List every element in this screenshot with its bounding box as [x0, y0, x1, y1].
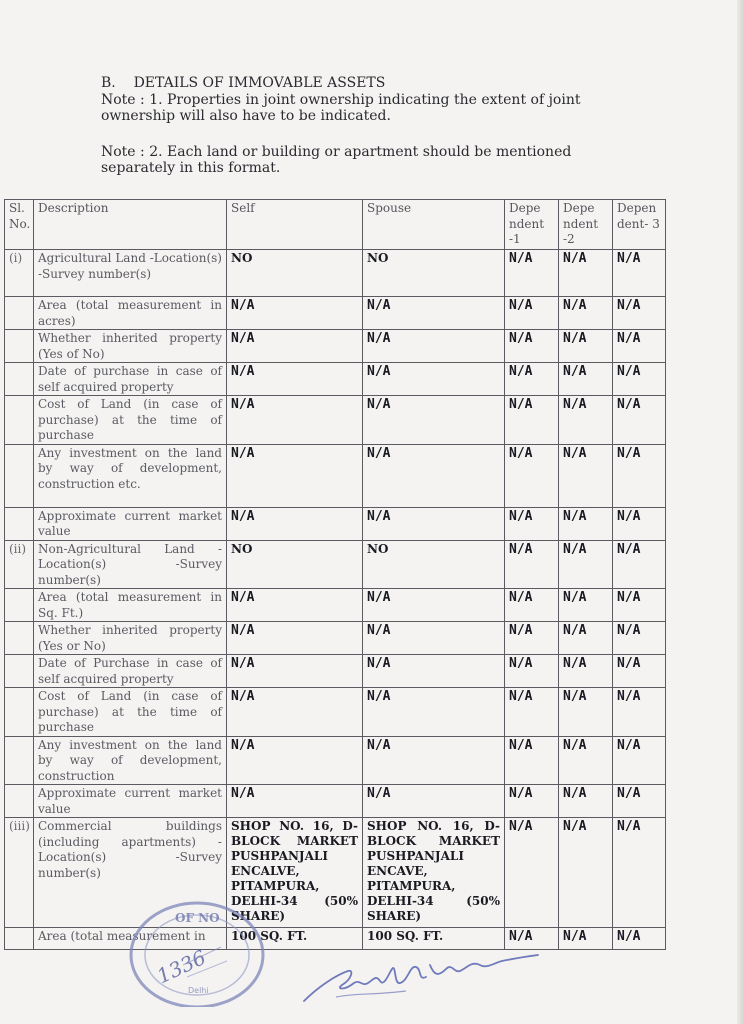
cell-dependent-1: N/A	[505, 785, 559, 818]
table-row	[5, 785, 666, 818]
cell-sl	[5, 622, 34, 655]
cell-dependent-2: N/A	[559, 444, 613, 507]
cell-dependent-1: N/A	[505, 297, 559, 330]
table-row	[5, 818, 666, 928]
cell-spouse: N/A	[363, 622, 505, 655]
table-row	[5, 363, 666, 396]
immovable-assets-table	[4, 199, 666, 950]
cell-self: N/A	[227, 736, 363, 785]
cell-spouse: N/A	[363, 396, 505, 445]
cell-spouse: N/A	[363, 655, 505, 688]
cell-sl	[5, 444, 34, 507]
cell-sl	[5, 330, 34, 363]
header-dependent-1: Depe ndent -1	[505, 200, 559, 250]
cell-dependent-2: N/A	[559, 297, 613, 330]
section-letter: B.	[101, 75, 116, 91]
cell-dependent-1: N/A	[505, 363, 559, 396]
cell-dependent-2: N/A	[559, 330, 613, 363]
cell-self: N/A	[227, 297, 363, 330]
header-dependent-2: Depe ndent -2	[559, 200, 613, 250]
cell-spouse: NO	[363, 250, 505, 297]
note2-line2: separately in this format.	[101, 160, 281, 176]
cell-dependent-2: N/A	[559, 688, 613, 737]
cell-sl	[5, 297, 34, 330]
header-sl-no: Sl. No.	[5, 200, 34, 250]
cell-dependent-3: N/A	[613, 736, 666, 785]
cell-description: Commercial buildings (including apartments) -Location(s) -Survey number(s)	[34, 818, 227, 928]
table-row	[5, 622, 666, 655]
cell-dependent-1: N/A	[505, 540, 559, 589]
cell-self: N/A	[227, 655, 363, 688]
cell-self: N/A	[227, 444, 363, 507]
cell-description: Agricultural Land -Location(s) -Survey number(s)	[34, 250, 227, 297]
cell-dependent-2: N/A	[559, 250, 613, 297]
cell-dependent-1: N/A	[505, 330, 559, 363]
table-row	[5, 688, 666, 737]
cell-dependent-3: N/A	[613, 688, 666, 737]
scan-edge-shadow	[737, 0, 743, 1024]
cell-self: N/A	[227, 785, 363, 818]
header-description: Description	[34, 200, 227, 250]
header-spouse: Spouse	[363, 200, 505, 250]
header-self: Self	[227, 200, 363, 250]
cell-sl	[5, 396, 34, 445]
cell-dependent-1: N/A	[505, 688, 559, 737]
cell-dependent-2: N/A	[559, 785, 613, 818]
cell-dependent-2: N/A	[559, 818, 613, 928]
cell-description: Date of Purchase in case of self acquired property	[34, 655, 227, 688]
cell-dependent-3: N/A	[613, 330, 666, 363]
cell-description: Approximate current market value	[34, 507, 227, 540]
cell-description: Whether inherited property (Yes or No)	[34, 622, 227, 655]
cell-dependent-3: N/A	[613, 540, 666, 589]
cell-dependent-2: N/A	[559, 396, 613, 445]
cell-description: Area (total measurement in Sq. Ft.)	[34, 589, 227, 622]
cell-dependent-1: N/A	[505, 589, 559, 622]
cell-dependent-3: N/A	[613, 444, 666, 507]
cell-description: Whether inherited property (Yes of No)	[34, 330, 227, 363]
cell-dependent-3: N/A	[613, 363, 666, 396]
cell-sl: (i)	[5, 250, 34, 297]
cell-dependent-3: N/A	[613, 589, 666, 622]
table-row	[5, 330, 666, 363]
cell-self: N/A	[227, 622, 363, 655]
cell-dependent-2: N/A	[559, 589, 613, 622]
cell-description: Approximate current market value	[34, 785, 227, 818]
cell-description: Date of purchase in case of self acquired property	[34, 363, 227, 396]
stamp-number: 1336	[153, 945, 210, 989]
cell-sl	[5, 507, 34, 540]
table-header-row	[5, 200, 666, 250]
cell-dependent-3: N/A	[613, 297, 666, 330]
cell-dependent-1: N/A	[505, 250, 559, 297]
cell-sl	[5, 363, 34, 396]
cell-spouse: N/A	[363, 736, 505, 785]
cell-spouse: 100 SQ. FT.	[363, 928, 505, 950]
header-dependent-3: Depen dent- 3	[613, 200, 666, 250]
section-header	[101, 75, 641, 177]
cell-sl	[5, 785, 34, 818]
cell-sl	[5, 736, 34, 785]
cell-dependent-1: N/A	[505, 396, 559, 445]
cell-dependent-2: N/A	[559, 655, 613, 688]
cell-description: Area (total measurement in	[34, 928, 227, 950]
cell-sl	[5, 688, 34, 737]
cell-dependent-3: N/A	[613, 818, 666, 928]
table-row	[5, 507, 666, 540]
cell-dependent-3: N/A	[613, 396, 666, 445]
cell-spouse: N/A	[363, 297, 505, 330]
cell-spouse: N/A	[363, 785, 505, 818]
cell-description: Any investment on the land by way of development, construction	[34, 736, 227, 785]
cell-sl: (ii)	[5, 540, 34, 589]
cell-description: Area (total measurement in acres)	[34, 297, 227, 330]
cell-dependent-3: N/A	[613, 785, 666, 818]
cell-self: NO	[227, 250, 363, 297]
cell-spouse: NO	[363, 540, 505, 589]
note2-line1: Note : 2. Each land or building or apartment should be mentioned	[101, 143, 572, 160]
cell-dependent-3: N/A	[613, 250, 666, 297]
cell-dependent-2: N/A	[559, 540, 613, 589]
cell-spouse: N/A	[363, 507, 505, 540]
cell-dependent-1: N/A	[505, 444, 559, 507]
table-row	[5, 444, 666, 507]
cell-spouse: N/A	[363, 688, 505, 737]
cell-self: N/A	[227, 507, 363, 540]
cell-dependent-1: N/A	[505, 622, 559, 655]
note1-line2: ownership will also have to be indicated.	[101, 108, 391, 124]
cell-dependent-1: N/A	[505, 507, 559, 540]
cell-dependent-2: N/A	[559, 928, 613, 950]
cell-dependent-3: N/A	[613, 507, 666, 540]
cell-description: Cost of Land (in case of purchase) at the time of purchase	[34, 396, 227, 445]
note1-line1: Note : 1. Properties in joint ownership indicating the extent of joint	[101, 91, 581, 108]
signature	[296, 935, 546, 1015]
table-row	[5, 396, 666, 445]
cell-description: Non-Agricultural Land -Location(s) -Survey number(s)	[34, 540, 227, 589]
cell-self: N/A	[227, 330, 363, 363]
cell-spouse: N/A	[363, 330, 505, 363]
cell-description: Any investment on the land by way of development, construction etc.	[34, 444, 227, 507]
cell-spouse: N/A	[363, 363, 505, 396]
cell-self: N/A	[227, 688, 363, 737]
cell-dependent-3: N/A	[613, 655, 666, 688]
cell-dependent-3: N/A	[613, 622, 666, 655]
cell-dependent-1: N/A	[505, 928, 559, 950]
stamp-city: Delhi	[188, 986, 209, 995]
cell-sl	[5, 589, 34, 622]
cell-spouse: N/A	[363, 444, 505, 507]
cell-self: SHOP NO. 16, D-BLOCK MARKET PUSHPANJALI ENCALVE, PITAMPURA, DELHI-34 (50% SHARE)	[227, 818, 363, 928]
cell-self: N/A	[227, 363, 363, 396]
notary-seal-stamp	[125, 895, 265, 1007]
cell-self: N/A	[227, 589, 363, 622]
section-heading	[101, 75, 641, 92]
cell-dependent-2: N/A	[559, 507, 613, 540]
stamp-arc-text: OF NO	[175, 911, 220, 925]
table-row	[5, 540, 666, 589]
table-row	[5, 736, 666, 785]
cell-dependent-1: N/A	[505, 736, 559, 785]
cell-sl	[5, 655, 34, 688]
table-row	[5, 589, 666, 622]
cell-dependent-2: N/A	[559, 622, 613, 655]
cell-self: N/A	[227, 396, 363, 445]
cell-spouse: SHOP NO. 16, D-BLOCK MARKET PUSHPANJALI ENCAVE, PITAMPURA, DELHI-34 (50% SHARE)	[363, 818, 505, 928]
cell-spouse: N/A	[363, 589, 505, 622]
cell-description: Cost of Land (in case of purchase) at the time of purchase	[34, 688, 227, 737]
cell-sl: (iii)	[5, 818, 34, 928]
cell-dependent-2: N/A	[559, 363, 613, 396]
cell-self: 100 SQ. FT.	[227, 928, 363, 950]
cell-dependent-3: N/A	[613, 928, 666, 950]
cell-sl	[5, 928, 34, 950]
table-row	[5, 297, 666, 330]
cell-dependent-1: N/A	[505, 655, 559, 688]
cell-self: NO	[227, 540, 363, 589]
section-title: DETAILS OF IMMOVABLE ASSETS	[133, 75, 386, 91]
table-row	[5, 250, 666, 297]
cell-dependent-2: N/A	[559, 736, 613, 785]
table-row	[5, 655, 666, 688]
cell-dependent-1: N/A	[505, 818, 559, 928]
